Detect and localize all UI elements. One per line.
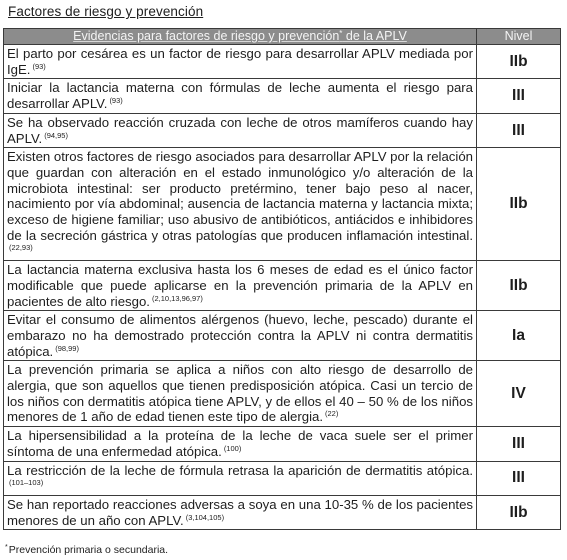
evidence-level: III	[477, 427, 561, 461]
evidence-table	[3, 28, 561, 530]
reference-citation: (100)	[223, 443, 242, 453]
reference-citation: (94,95)	[44, 130, 68, 140]
reference-citation: (3,104,105)	[185, 512, 225, 522]
header-evidence: Evidencias para factores de riesgo y prevención* de la APLV	[4, 29, 477, 45]
evidence-level: III	[477, 461, 561, 495]
evidence-level: IIb	[477, 495, 561, 529]
reference-citation: (93)	[109, 96, 123, 106]
evidence-text: La prevención primaria se aplica a niños con alto riesgo de desarrollo de alergia, que son aquellos que tienen predisposición atópica. Casi un tercio de los niños con dermatitis atópica tiene APLV, y de ellos el 40 – 50 % de los niños menores de 1 año de edad tienen este tipo de alergia. $^{(22)}$	[4, 361, 477, 427]
table-row	[4, 311, 561, 361]
evidence-level: IIb	[477, 45, 561, 79]
evidence-text: Iniciar la lactancia materna con fórmulas de leche aumenta el riesgo para desarrollar APLV. $^{(93)}$	[4, 79, 477, 113]
table-row	[4, 261, 561, 311]
footnote: *Prevención primaria o secundaria.	[5, 544, 169, 556]
table-row	[4, 495, 561, 529]
table-row	[4, 113, 561, 147]
table-body	[4, 45, 561, 530]
evidence-text: La restricción de la leche de fórmula retrasa la aparición de dermatitis atópica.$^{(101-103)}$	[4, 461, 477, 495]
evidence-text: Se ha observado reacción cruzada con leche de otros mamíferos cuando hay APLV. $^{(94,95)}$	[4, 113, 477, 147]
reference-citation: (93)	[32, 61, 46, 71]
evidence-text: Existen otros factores de riesgo asociados para desarrollar APLV por la relación que guardan con alteración en el estado inmunológico y/o alteración de la microbiota intestinal: ser producto pretérmino, tener bajo peso al nacer, nacimiento por vía abdominal; ausencia de lactancia materna y lactancia mixta; exceso de higiene familiar; uso abusivo de antibióticos, antiácidos e inhibidores de la secreción gástrica y otras patologías que producen inflamación intestinal.$^{(22,93)}$	[4, 148, 477, 261]
reference-citation: (22,93)	[9, 243, 33, 253]
evidence-level: IIb	[477, 261, 561, 311]
evidence-text: Se han reportado reacciones adversas a soya en una 10-35 % de los pacientes menores de un año con APLV. $^{(3,104,105)}$	[4, 495, 477, 529]
table-row	[4, 427, 561, 461]
evidence-text: La lactancia materna exclusiva hasta los 6 meses de edad es el único factor modificable que puede aplicarse en la prevención primaria de la APLV en pacientes de alto riesgo. $^{(2,10,13,96,97)}$	[4, 261, 477, 311]
table-row	[4, 461, 561, 495]
evidence-level: III	[477, 113, 561, 147]
table-row	[4, 361, 561, 427]
table-header-row	[4, 29, 561, 45]
table-row	[4, 148, 561, 261]
reference-citation: (22)	[325, 409, 339, 419]
evidence-level: III	[477, 79, 561, 113]
evidence-level: IV	[477, 361, 561, 427]
header-level: Nivel	[477, 29, 561, 45]
section-title: Factores de riesgo y prevención	[8, 4, 204, 19]
table-row	[4, 79, 561, 113]
table-row	[4, 45, 561, 79]
evidence-text: La hipersensibilidad a la proteína de la leche de vaca suele ser el primer síntoma de una enfermedad atópica. $^{(100)}$	[4, 427, 477, 461]
reference-citation: (101–103)	[9, 478, 44, 488]
evidence-level: IIb	[477, 148, 561, 261]
evidence-text: Evitar el consumo de alimentos alérgenos (huevo, leche, pescado) durante el embarazo no ha demostrado protección contra la APLV ni contra dermatitis atópica. $^{(98,99)}$	[4, 311, 477, 361]
reference-citation: (98,99)	[55, 343, 79, 353]
reference-citation: (2,10,13,96,97)	[151, 293, 203, 303]
evidence-level: Ia	[477, 311, 561, 361]
evidence-text: El parto por cesárea es un factor de riesgo para desarrollar APLV mediada por IgE. $^{(93)}$	[4, 45, 477, 79]
